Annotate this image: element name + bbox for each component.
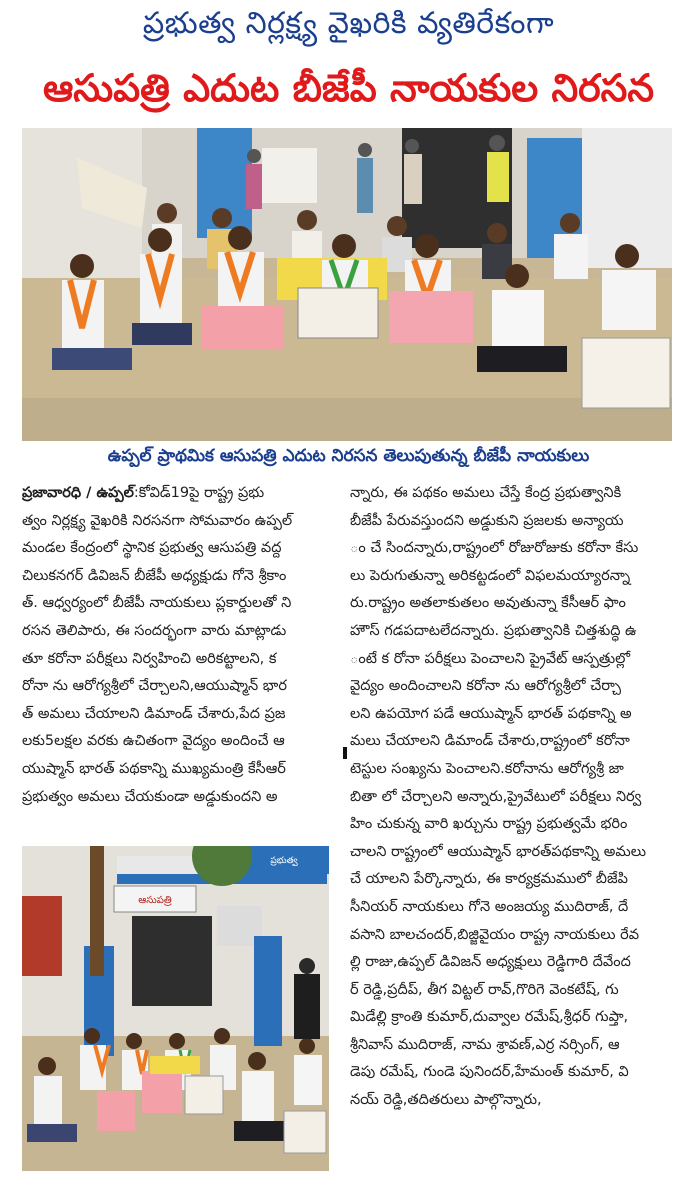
article-line: ల్లి రాజు,ఉప్పల్ డివిజన్ అధ్యక్షులు రెడ్డిగారి దేవేంద [350, 954, 631, 971]
main-protest-photo [22, 128, 672, 441]
main-headline: ఆసుపత్రి ఎదుట బీజేపీ నాయకుల నిరసన [42, 66, 655, 110]
article-line: ంటే క రోనా పరీక్షలు పెంచాలని ప్రైవేట్ ఆస్పత్రుల్లో [350, 650, 631, 667]
article-line: లు పెరుగుతున్నా అరికట్టడంలో విఫలమయ్యారన్నా [350, 567, 631, 584]
article-line: మండల కేంద్రంలో స్థానిక ప్రభుత్వ ఆసుపత్రి వద్ద [22, 540, 282, 557]
article-line: ం చే సిందన్నారు,రాష్ట్రంలో రోజురోజుకు కరోనా కేసు [350, 540, 639, 557]
article-line: చిలుకనగర్ డివిజన్ బీజేపీ అధ్యక్షుడు గోనె శ్రీకాం [22, 567, 287, 584]
article-line: ప్రజావారధి / ఉప్పల్:కోవిడ్19పై రాష్ట్ర ప్రభు [22, 485, 265, 501]
article-line: బీజేపీ పేరువస్తుందని అడ్డుకుని ప్రజలకు అన్యాయ [350, 512, 624, 529]
article-line: ప్రభుత్వం అమలు చేయకుండా అడ్డుకుందని అ [22, 788, 278, 805]
article-line: తూ కరోనా పరీక్షలు నిర్వహించి అరికట్టాలని, క [22, 650, 277, 667]
article-line: చాలని రాష్ట్రంలో ఆయుష్మాన్ భారత్‌పథకాన్ని అమలు [350, 843, 647, 860]
article-line: బితా లో చేర్చాలని అన్నారు,ప్రైవేటులో పరీక్షలు నిర్వ [350, 788, 642, 805]
article-line: ర్ రెడ్డి,ప్రదీప్, తీగ విట్టల్ రావ్,గొరిగె వెంకటేష్, గు [350, 981, 619, 998]
photo-caption: ఉప్పల్ ప్రాథమిక ఆసుపత్రి ఎదుట నిరసన తెలుపుతున్న బీజేపీ నాయకులు [107, 446, 590, 466]
column-marker [343, 747, 347, 759]
article-line: మలు చేయాలని డిమాండ్ చేశారు,రాష్ట్రంలో కరోనా [350, 733, 630, 750]
article-line: న్నారు, ఈ పథకం అమలు చేస్తే కేంద్ర ప్రభుత్వానికి [350, 485, 622, 501]
article-line: వైద్యం అందించాలని కరోనా ను ఆరోగ్యశ్రీలో చేర్చా [350, 678, 621, 695]
inset-protest-photo [22, 846, 329, 1171]
article-line: టెస్టుల సంఖ్యను పెంచాలని.కరోనాను ఆరోగ్యశ్రీ జా [350, 760, 624, 777]
article-line: చే యాలని పేర్కొన్నారు, ఈ కార్యక్రమములో బీజేపి [350, 871, 628, 888]
article-line: రు.రాష్ట్రం అతలాకుతలం అవుతున్నా కేసీఆర్ ఫాం [350, 595, 626, 612]
article-line: హౌస్ గడపదాటలేదన్నారు. ప్రభుత్వానికి చిత్తశుద్ధి ఉ [350, 622, 637, 639]
article-line: లకు5లక్షల వరకు ఉచితంగా వైద్యం అందించే ఆ [22, 733, 285, 750]
article-line: లని ఉపయోగ పడే ఆయుష్మాన్ భారత్ పథకాన్ని అ [350, 705, 632, 722]
inset-board-text: ఆసుపత్రి [138, 895, 172, 906]
article-line: త్వం నిర్లక్ష్య వైఖరికి నిరసనగా సోమవారం ఉప్పల్ [22, 512, 293, 529]
article-line: నయ్ రెడ్డి,తదితరులు పాల్గొన్నారు, [350, 1092, 542, 1109]
article-line: త్. ఆధ్వర్యంలో బీజేపీ నాయకులు ప్లకార్డులతో ని [22, 595, 292, 612]
article-line: వసాని బాలచందర్,బిజ్జివైయం రాష్ట్ర నాయకులు రేవ [350, 926, 640, 943]
article-line: త్ అమలు చేయాలని డిమాండ్ చేశారు,పేద ప్రజ [22, 705, 286, 722]
article-line: రసన తెలిపారు, ఈ సందర్భంగా వారు మాట్లాడు [22, 622, 287, 639]
article-line: సీనియర్ నాయకులు గోనె అంజయ్య ముదిరాజ్, దే [350, 898, 629, 915]
article-right-column [350, 480, 680, 1115]
article-line: డెపు రమేష్, గుండె పునిందర్,హేమంత్ కుమార్, వి [350, 1064, 629, 1081]
dateline: ప్రజావారధి / ఉప్పల్ [22, 485, 134, 501]
article-line: యుష్మాన్ భారత్ పథకాన్ని ముఖ్యమంత్రి కేసీఆర్ [22, 760, 286, 777]
inset-sign-text: ప్రభుత్వ [270, 856, 298, 866]
article-line: మిడేల్లి క్రాంతి కుమార్,దువ్వాల రమేష్,శ్రీధర్ గుప్తా, [350, 1009, 629, 1026]
article-line: శ్రీనివాస్ ముదిరాజ్, నామ శ్రావణ్,ఎర్ర నర్సింగ్, ఆ [350, 1036, 620, 1053]
article-line: హిం చుకున్న వారి ఖర్చును రాష్ట్ర ప్రభుత్వమే భరిం [350, 816, 628, 833]
article-left-column [22, 480, 334, 811]
article-line: రోనా ను ఆరోగ్యశ్రీలో చేర్చాలని,ఆయుష్మాన్ భార [22, 678, 287, 695]
kicker-headline: ప్రభుత్వ నిర్లక్ష్య వైఖరికి వ్యతిరేకంగా [142, 6, 555, 41]
